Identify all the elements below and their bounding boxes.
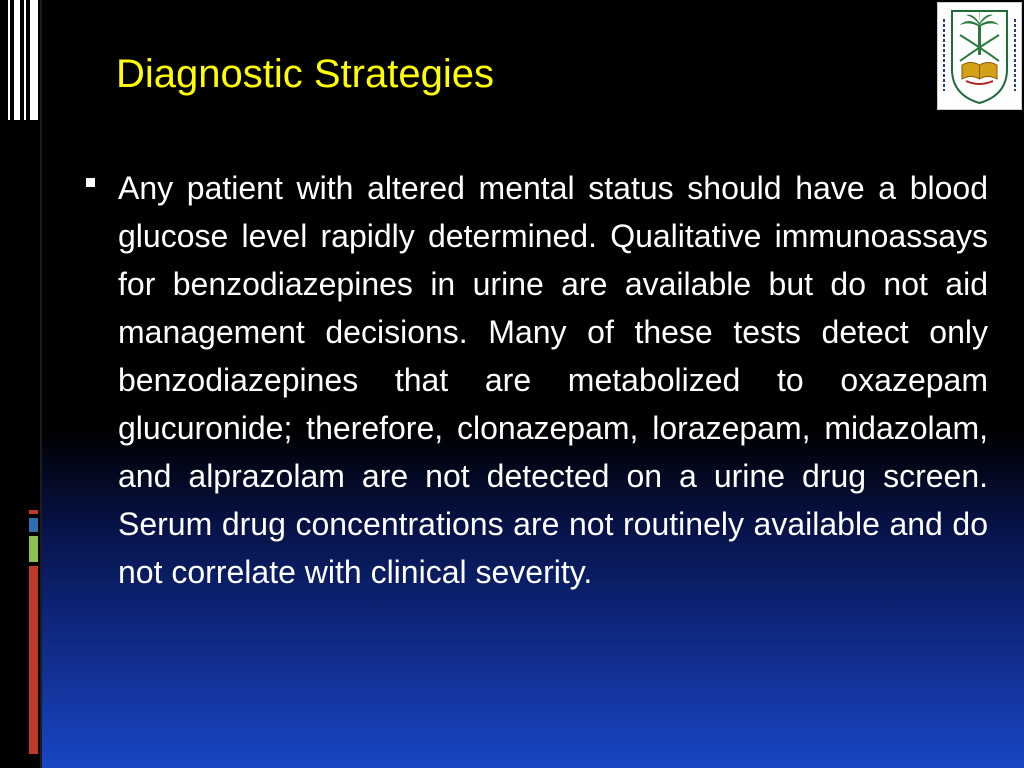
- university-logo: [937, 2, 1022, 110]
- decor-stripe-white-4: [30, 0, 38, 120]
- decor-block-green: [29, 536, 38, 562]
- bullet-text: Any patient with altered mental status should have a blood glucose level rapidly determined. Qualitative immunoassays for benzodiazepines in urine are available but do not aid management decisions. Many of these tests detect only benzodiazepines that are metabolized to oxazepam glucuronide; therefore, clonazepam, lorazepam, midazolam, and alprazolam are not detected on a urine drug screen. Serum drug concentrations are not routinely available and do not correlate with clinical severity.: [118, 170, 988, 590]
- left-band: [0, 0, 40, 768]
- square-bullet-icon: [86, 178, 95, 187]
- decor-bar-red: [29, 566, 38, 754]
- palm-swords-emblem-icon: [938, 3, 1021, 109]
- slide-body: [86, 164, 988, 596]
- decor-block-blue: [29, 518, 38, 532]
- band-divider: [40, 0, 42, 768]
- decor-stripe-white-3: [24, 0, 26, 120]
- decor-tick-red: [29, 510, 38, 514]
- slide-title: Diagnostic Strategies: [116, 52, 494, 96]
- bullet-item: [86, 164, 988, 596]
- decor-stripe-white-1: [8, 0, 10, 120]
- decor-stripe-white-2: [14, 0, 20, 120]
